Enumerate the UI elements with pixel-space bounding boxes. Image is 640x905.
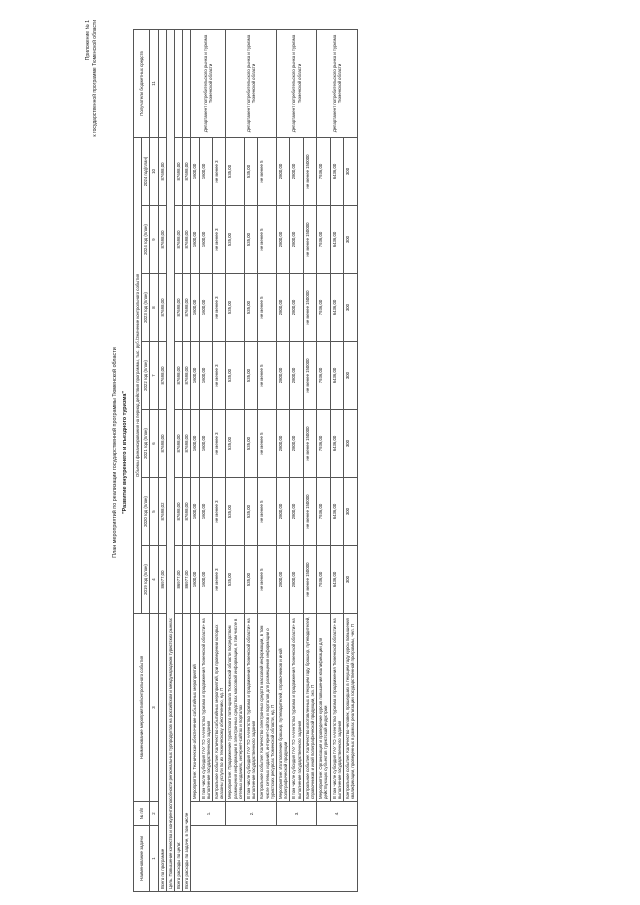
recipient-cell: Департамент потребительского рынка и туризма Тюменской области: [277, 29, 317, 137]
measure-row: [344, 29, 357, 891]
header-year: 2024 год (план): [142, 206, 150, 274]
measure-value: 535,00: [245, 137, 258, 205]
program-name: "Развитие внутреннего и въездного туризма": [122, 391, 128, 514]
total-program-value: 87698,00: [158, 274, 166, 342]
measure-value: 1600,00: [191, 342, 199, 410]
column-number-row: [150, 29, 158, 891]
measure-value: не менее 150000: [303, 478, 316, 546]
measure-value: не менее 150000: [303, 342, 316, 410]
total-goal-label: Всего расходы по цели:: [175, 614, 183, 892]
measure-text: Контрольное событие: Количество электронных средств массовой информации, в том числе сетевых изданий, интернет-сайтов и порталов для размещения информации о туристских ресурсах Тюменской области, ед. П: [258, 614, 277, 802]
measure-row: [226, 29, 245, 891]
measure-row: [290, 29, 303, 891]
total-tasks-value: 87698,00: [183, 478, 191, 546]
measure-value: не менее 150000: [303, 206, 316, 274]
measure-text: В том числе субсидия ГАУ ТО «Агентство туризма и продвижения Тюменской области» на выполнение государственного задания: [199, 614, 212, 802]
measure-value: 2800,00: [277, 342, 290, 410]
total-goal-value: 87698,00: [175, 342, 183, 410]
total-tasks-value: 87698,00: [183, 274, 191, 342]
measure-text: Мероприятие: Изготовление брошюр, путеводителей, справочников и иной полиграфической продукции: [277, 614, 290, 802]
column-number: 11: [150, 29, 158, 137]
header-year: 2022 год (план): [142, 342, 150, 410]
measure-value: 2800,00: [290, 137, 303, 205]
measure-text: В том числе субсидия ГАУ ТО «Агентство туризма и продвижения Тюменской области» на выполнение государственного задания: [330, 614, 343, 802]
total-tasks-value: 87698,00: [183, 410, 191, 478]
total-program-label: Всего по программе: [158, 614, 166, 892]
header-year: 2021 год (план): [142, 410, 150, 478]
measure-value: 2800,00: [277, 137, 290, 205]
measure-value: 2800,00: [290, 342, 303, 410]
goal-row: [166, 29, 174, 891]
header-event-name: Наименование мероприятия/контрольного события: [134, 614, 150, 802]
header-year: 2024 год(план): [142, 137, 150, 205]
measure-value: не менее 5: [258, 478, 277, 546]
header-finance-group: Объемы финансирования на период действия программы, тыс. руб./Значение контрольного события: [134, 137, 142, 613]
measure-value: 535,00: [245, 206, 258, 274]
column-number: 7: [150, 342, 158, 410]
measure-value: 7936,00: [317, 274, 330, 342]
measure-text: В том числе субсидия ГАУ ТО «Агентство туризма и продвижения Тюменской области» на выполнение государственного задания: [245, 614, 258, 802]
measure-value: 535,00: [226, 478, 245, 546]
measure-row: [199, 29, 212, 891]
measure-row: [191, 29, 199, 891]
measure-number: 2.: [226, 802, 277, 826]
total-tasks-value: 87698,00: [183, 206, 191, 274]
goal-text: Цель. Повышение качества и конкурентоспособности региональных турпродуктов на российском и международном туристских рынках: [166, 29, 174, 891]
total-tasks-value: 86977,00: [183, 546, 191, 614]
measure-value: 1600,00: [191, 274, 199, 342]
measure-number: 1.: [191, 802, 226, 826]
measure-value: 535,00: [245, 478, 258, 546]
measure-value: 2800,00: [290, 410, 303, 478]
measure-value: не менее 150000: [303, 410, 316, 478]
measure-value: 2800,00: [277, 546, 290, 614]
column-number: 4: [150, 546, 158, 614]
measure-value: 6436,00: [330, 410, 343, 478]
measure-number: 3.: [277, 802, 317, 826]
recipient-cell: Департамент потребительского рынка и туризма Тюменской области: [317, 29, 357, 137]
measure-value: 7936,00: [317, 137, 330, 205]
total-tasks-value: 87698,00: [183, 342, 191, 410]
total-goal-value: 87698,00: [175, 410, 183, 478]
column-number: 8: [150, 274, 158, 342]
measure-value: не менее 150000: [303, 274, 316, 342]
measure-value: 2800,00: [277, 206, 290, 274]
measure-value: 1600,00: [191, 478, 199, 546]
column-number: 10: [150, 137, 158, 205]
total-goal-value: 87698,00: [175, 206, 183, 274]
measure-value: 1600,00: [199, 478, 212, 546]
measure-value: 535,00: [226, 546, 245, 614]
measure-value: не менее 3: [213, 410, 226, 478]
measure-value: 2800,00: [290, 546, 303, 614]
measure-value: 2800,00: [277, 274, 290, 342]
total-program-value: 87698,00: [158, 137, 166, 205]
measure-value: не менее 5: [258, 206, 277, 274]
measure-value: 300: [344, 342, 357, 410]
total-tasks-recipient: [183, 29, 191, 137]
measure-value: 535,00: [226, 137, 245, 205]
measure-number: 4.: [317, 802, 357, 826]
measure-value: 7936,00: [317, 546, 330, 614]
measure-row: [330, 29, 343, 891]
measure-value: не менее 5: [258, 342, 277, 410]
measure-value: 535,00: [226, 342, 245, 410]
total-program-value: 87698,00: [158, 342, 166, 410]
measure-value: не менее 3: [213, 478, 226, 546]
measure-value: 300: [344, 546, 357, 614]
measure-value: не менее 3: [213, 137, 226, 205]
measure-value: 535,00: [226, 206, 245, 274]
measure-value: 7936,00: [317, 206, 330, 274]
measure-value: 1600,00: [191, 206, 199, 274]
measures-body: [191, 29, 357, 891]
total-program-value: 87698,00: [158, 410, 166, 478]
measure-value: 535,00: [226, 274, 245, 342]
measure-value: 1600,00: [199, 342, 212, 410]
total-goal-value: 86977,00: [175, 546, 183, 614]
total-program-recipient: [158, 29, 166, 137]
header-year: 2020 год (план): [142, 478, 150, 546]
column-number: 2: [150, 802, 158, 826]
header-recipient: Получатели бюджетных средств: [134, 29, 150, 137]
measure-value: 1600,00: [199, 274, 212, 342]
measure-value: 2800,00: [277, 410, 290, 478]
header-year: 2019 год (план): [142, 546, 150, 614]
total-tasks-label: Всего расходы по задаче, в том числе: [183, 614, 191, 892]
measure-value: 300: [344, 410, 357, 478]
measure-value: не менее 5: [258, 410, 277, 478]
measure-value: 6436,00: [330, 274, 343, 342]
appendix-line: к государственной программе Тюменской области: [92, 20, 98, 137]
measure-value: 6436,00: [330, 342, 343, 410]
measure-text: Контрольное событие: Количество изготовленных в текущем году брошюр, путеводителей, справочников и иной полиграфической продукции, экз. П: [303, 614, 316, 802]
measure-value: не менее 3: [213, 206, 226, 274]
measure-value: 2800,00: [290, 478, 303, 546]
measure-value: 535,00: [226, 410, 245, 478]
measure-row: [317, 29, 330, 891]
column-number: 1: [150, 826, 158, 892]
measure-value: не менее 150000: [303, 546, 316, 614]
measure-value: 300: [344, 478, 357, 546]
column-number: 3: [150, 614, 158, 802]
measure-value: не менее 5: [258, 137, 277, 205]
measure-value: 535,00: [245, 410, 258, 478]
measure-value: 1600,00: [199, 137, 212, 205]
measure-value: 1600,00: [191, 137, 199, 205]
header-row: [134, 29, 142, 891]
total-goal-value: 87698,00: [175, 274, 183, 342]
measure-value: не менее 150000: [303, 137, 316, 205]
appendix-line: Приложение № 1: [85, 20, 91, 61]
measure-row: [277, 29, 290, 891]
measure-value: 6436,00: [330, 546, 343, 614]
measure-text: Мероприятие: Организация и проведение курсов повышения квалификации для действующих субъектов туристской индустрии: [317, 614, 330, 802]
measure-row: [303, 29, 316, 891]
total-tasks-value: 87698,00: [183, 137, 191, 205]
plan-table: [133, 29, 358, 892]
measure-text: Мероприятие: Техническое обеспечение событийных мероприятий: [191, 614, 199, 802]
total-program-value: 86977,00: [158, 546, 166, 614]
measure-value: 1600,00: [191, 546, 199, 614]
measure-value: 300: [344, 274, 357, 342]
measure-row: [258, 29, 277, 891]
measure-value: 6436,00: [330, 478, 343, 546]
measure-value: 535,00: [245, 342, 258, 410]
measure-value: не менее 3: [213, 546, 226, 614]
measure-value: 535,00: [245, 546, 258, 614]
measure-value: не менее 5: [258, 274, 277, 342]
recipient-cell: Департамент потребительского рынка и туризма Тюменской области: [226, 29, 277, 137]
measure-value: не менее 3: [213, 342, 226, 410]
header-num: № п/п: [134, 802, 150, 826]
measure-value: 7936,00: [317, 478, 330, 546]
measure-text: Мероприятие: Продвижение туристского потенциала Тюменской области посредством размещения информации в электронных средствах массовой информации, в том числе в сетевых изданиях, интернет-сайтах и порталах: [226, 614, 245, 802]
measure-value: не менее 3: [213, 274, 226, 342]
total-tasks-row: [183, 29, 191, 891]
measure-value: 300: [344, 137, 357, 205]
total-goal-row: [175, 29, 183, 891]
measure-value: 535,00: [245, 274, 258, 342]
measure-row: [213, 29, 226, 891]
measure-value: 2800,00: [277, 478, 290, 546]
measure-value: 6436,00: [330, 206, 343, 274]
measure-value: не менее 5: [258, 546, 277, 614]
total-program-value: 87698,00: [158, 206, 166, 274]
recipient-cell: Департамент потребительского рынка и туризма Тюменской области: [191, 29, 226, 137]
measure-value: 2800,00: [290, 206, 303, 274]
column-number: 5: [150, 478, 158, 546]
measure-text: Контрольное событие: Количество человек, прошедших в текущем году курсы повышения квалификации, проведенных в рамках реализации государственной программы, чел. П: [344, 614, 357, 802]
measure-text: В том числе субсидия ГАУ ТО «Агентство туризма и продвижения Тюменской области» на выполнение государственного задания: [290, 614, 303, 802]
column-number: 9: [150, 206, 158, 274]
measure-value: 1600,00: [191, 410, 199, 478]
measure-value: 7936,00: [317, 342, 330, 410]
measure-value: 300: [344, 206, 357, 274]
appendix-note: [85, 20, 99, 137]
measure-value: 2800,00: [290, 274, 303, 342]
measure-text: Контрольное событие: Количество событийных мероприятий, при проведении которых оказаны услуги по их техническому обеспечению, ед. П: [213, 614, 226, 802]
total-goal-value: 87698,00: [175, 137, 183, 205]
task-name-cell: [191, 826, 357, 892]
header-task-name: Наименование задачи: [134, 826, 150, 892]
column-number: 6: [150, 410, 158, 478]
document-title: План мероприятий по реализации государственной программы Тюменской области: [112, 347, 118, 558]
measure-value: 7936,00: [317, 410, 330, 478]
total-program-row: [158, 29, 166, 891]
total-goal-recipient: [175, 29, 183, 137]
measure-row: [245, 29, 258, 891]
total-program-value: 87698,02: [158, 478, 166, 546]
measure-value: 1600,00: [199, 546, 212, 614]
measure-value: 1600,00: [199, 410, 212, 478]
measure-value: 6436,00: [330, 137, 343, 205]
total-goal-value: 87698,00: [175, 478, 183, 546]
measure-value: 1600,00: [199, 206, 212, 274]
header-year: 2023 год (план): [142, 274, 150, 342]
